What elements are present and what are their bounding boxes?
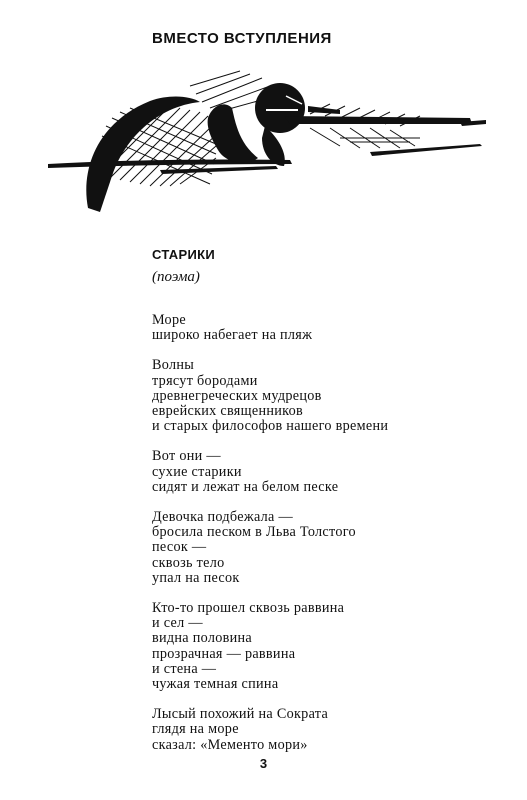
poem-line: Волны [152,357,195,374]
poem-line: Кто-то прошел сквозь раввина [152,600,345,617]
poem-subtitle: (поэма) [152,269,200,285]
poem-line: Море [152,312,186,328]
poem-body [152,313,482,768]
poem-line: еврейских священников [152,403,304,420]
poem-line: сухие старики [152,463,242,480]
poem-line: Девочка подбежала — [152,509,293,526]
poem-line: упал на песок [152,569,240,586]
poem-line: сказал: «Мементо мори» [152,736,308,753]
poem-line: сидят и лежат на белом песке [152,478,339,495]
poem-line: трясут бородами [152,372,258,389]
stanza [152,510,482,586]
ink-drawing-figure-with-rifle-icon [40,66,490,216]
stanza [152,313,482,343]
poem-line: песок — [152,539,207,556]
poem-line: сквозь тело [152,554,225,571]
stanza [152,358,482,434]
poem-line: широко набегает на пляж [152,327,313,344]
poem-line: глядя на море [152,721,239,738]
poem-line: прозрачная — раввина [152,645,296,662]
section-title: ВМЕСТО ВСТУПЛЕНИЯ [152,30,332,47]
poem-line: видна половина [152,630,252,647]
poem-title: СТАРИКИ [152,247,215,262]
poem-line: и стена — [152,660,217,677]
stanza [152,449,482,495]
poem-line: Вот они — [152,448,221,465]
stanza [152,601,482,692]
poem-line: древнегреческих мудрецов [152,387,322,404]
poem-line: чужая темная спина [152,676,279,693]
poem-line: и сел — [152,615,203,632]
stanza [152,707,482,753]
poem-line: и старых философов нашего времени [152,418,389,435]
page-number: 3 [259,756,268,771]
poem-line: бросила песком в Льва Толстого [152,524,356,541]
poem-line: Лысый похожий на Сократа [152,706,329,723]
